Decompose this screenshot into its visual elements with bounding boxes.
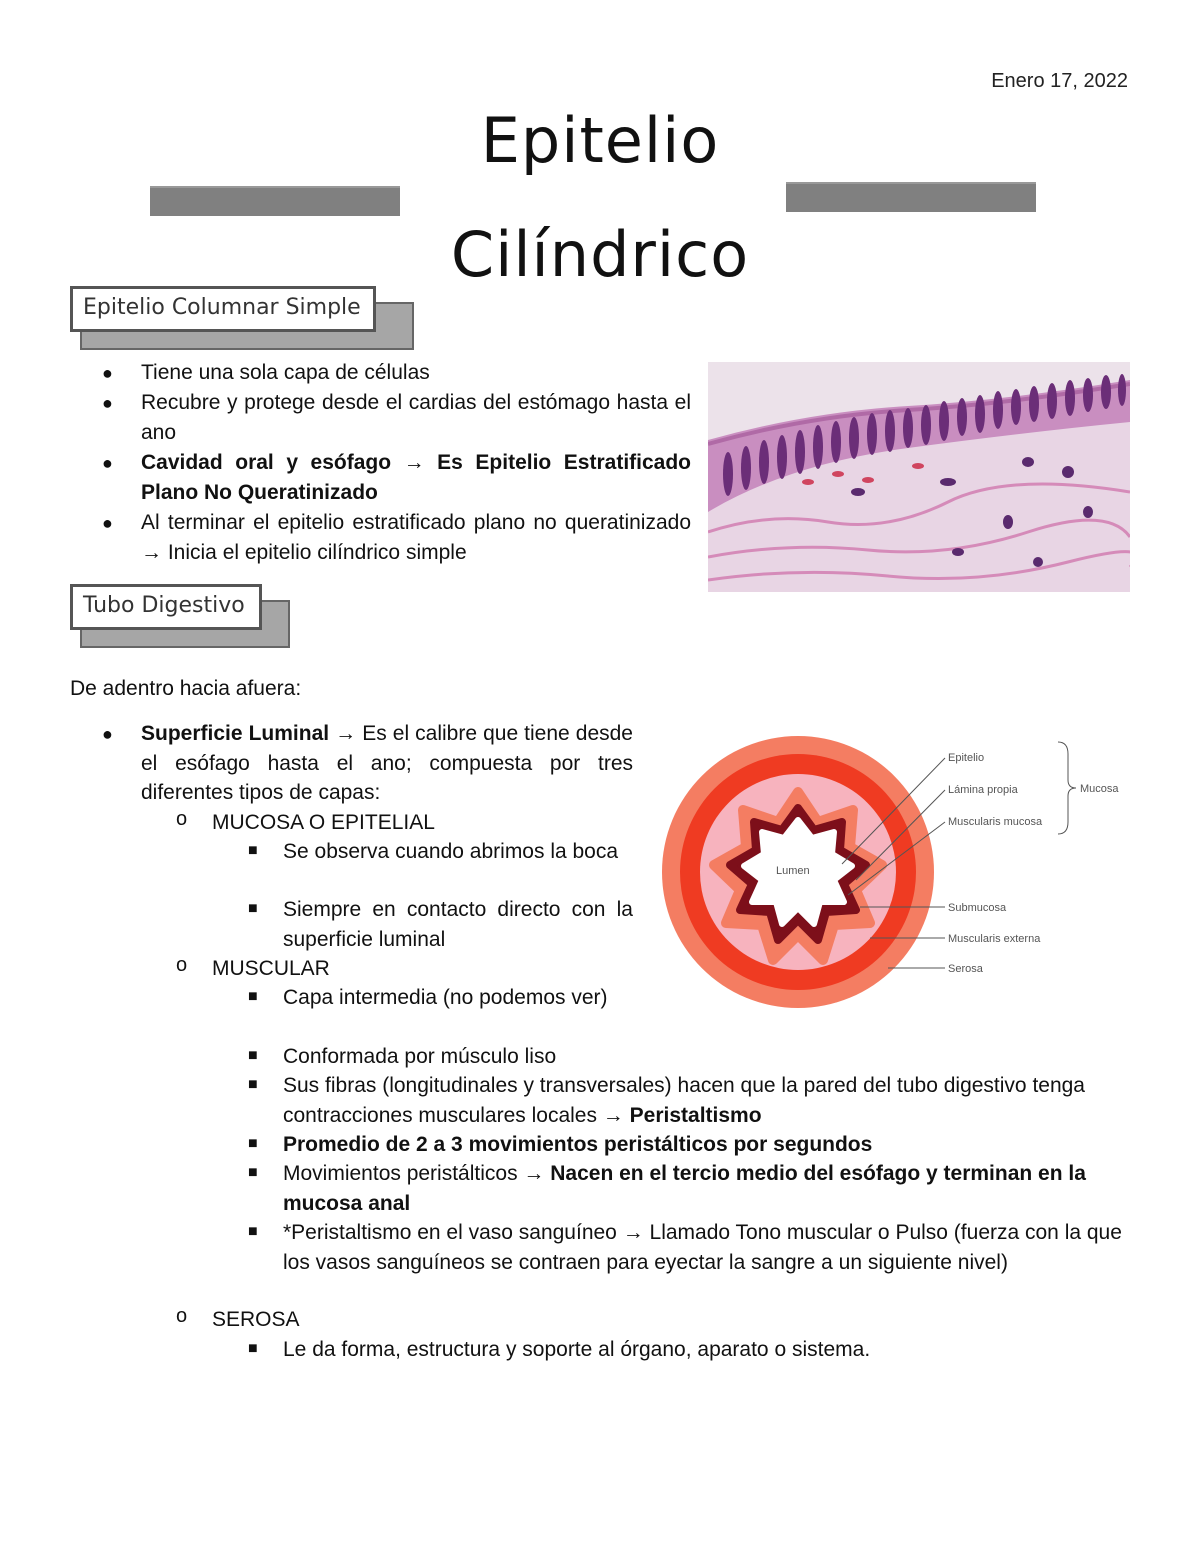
section-heading-tubo-digestivo: Tubo Digestivo [70,584,262,630]
bullet: ● [102,513,113,533]
decorative-bar-right [786,182,1036,212]
bullet: ● [102,453,113,473]
muscular-item: Conformada por músculo liso [283,1045,557,1068]
bullet-text: Tiene una sola capa de células [141,361,430,384]
sub-bullet: o [176,808,188,830]
mucosa-label: MUCOSA O EPITELIAL [212,811,435,834]
luminal-text: Superficie Luminal → Es el calibre que tiene desde el esófago hasta el ano; compuesta por tres diferentes tipos de capas: [141,722,633,804]
bullet-text-bold: Cavidad oral y esófago → Es Epitelio Estratificado Plano No Queratinizado [141,451,691,504]
muscular-item: Capa intermedia (no podemos ver) [283,986,608,1009]
label-serosa: Serosa [948,963,983,975]
title-line-2: Cilíndrico [450,218,750,291]
bullet: ● [102,363,113,383]
square-bullet: ■ [248,842,258,859]
label-submucosa: Submucosa [948,902,1007,914]
histology-image [708,362,1130,592]
bullet: ● [102,724,113,744]
decorative-bar-left [150,186,400,216]
muscular-item: Sus fibras (longitudinales y transversales) hacen que la pared del tubo digestivo tenga contracciones musculares locales → Peristaltismo [283,1074,1085,1127]
square-bullet: ■ [248,1047,258,1064]
bullet-text: Recubre y protege desde el cardias del estómago hasta el ano [141,391,691,444]
label-muscularis-mucosa: Muscularis mucosa [948,816,1043,828]
muscular-item: *Peristaltismo en el vaso sanguíneo → Llamado Tono muscular o Pulso (fuerza con la que los vasos sanguíneos se contraen para eyectar la sangre a un siguiente nivel) [283,1221,1122,1274]
label-muscularis-externa: Muscularis externa [948,933,1041,945]
square-bullet: ■ [248,1164,258,1181]
digestive-tube-diagram [660,730,1140,1020]
square-bullet: ■ [248,1135,258,1152]
bullet-text: Al terminar el epitelio estratificado plano no queratinizado → Inicia el epitelio cilíndrico simple [141,511,691,564]
muscular-item: Movimientos peristálticos → Nacen en el tercio medio del esófago y terminan en la mucosa anal [283,1162,1086,1215]
label-epitelio: Epitelio [948,752,985,764]
square-bullet: ■ [248,1076,258,1093]
serosa-item: Le da forma, estructura y soporte al órgano, aparato o sistema. [283,1338,871,1361]
section-heading-epitelio-columnar: Epitelio Columnar Simple [70,286,376,332]
date: Enero 17, 2022 [991,70,1128,92]
serosa-label: SEROSA [212,1308,300,1331]
title-line-1: Epitelio [480,104,720,177]
mucosa-item: Siempre en contacto directo con la superficie luminal [283,898,633,951]
muscular-label: MUSCULAR [212,957,330,980]
bullet: ● [102,393,113,413]
square-bullet: ■ [248,1223,258,1240]
intro-text: De adentro hacia afuera: [70,677,302,700]
lumen-label: Lumen [776,865,810,877]
square-bullet: ■ [248,900,258,917]
sub-bullet: o [176,1305,188,1327]
square-bullet: ■ [248,1340,258,1357]
sub-bullet: o [176,954,188,976]
muscular-item-bold: Promedio de 2 a 3 movimientos peristálticos por segundos [283,1133,873,1156]
square-bullet: ■ [248,988,258,1005]
label-lamina-propia: Lámina propia [948,784,1018,796]
mucosa-item: Se observa cuando abrimos la boca [283,840,619,863]
label-mucosa: Mucosa [1080,783,1119,795]
